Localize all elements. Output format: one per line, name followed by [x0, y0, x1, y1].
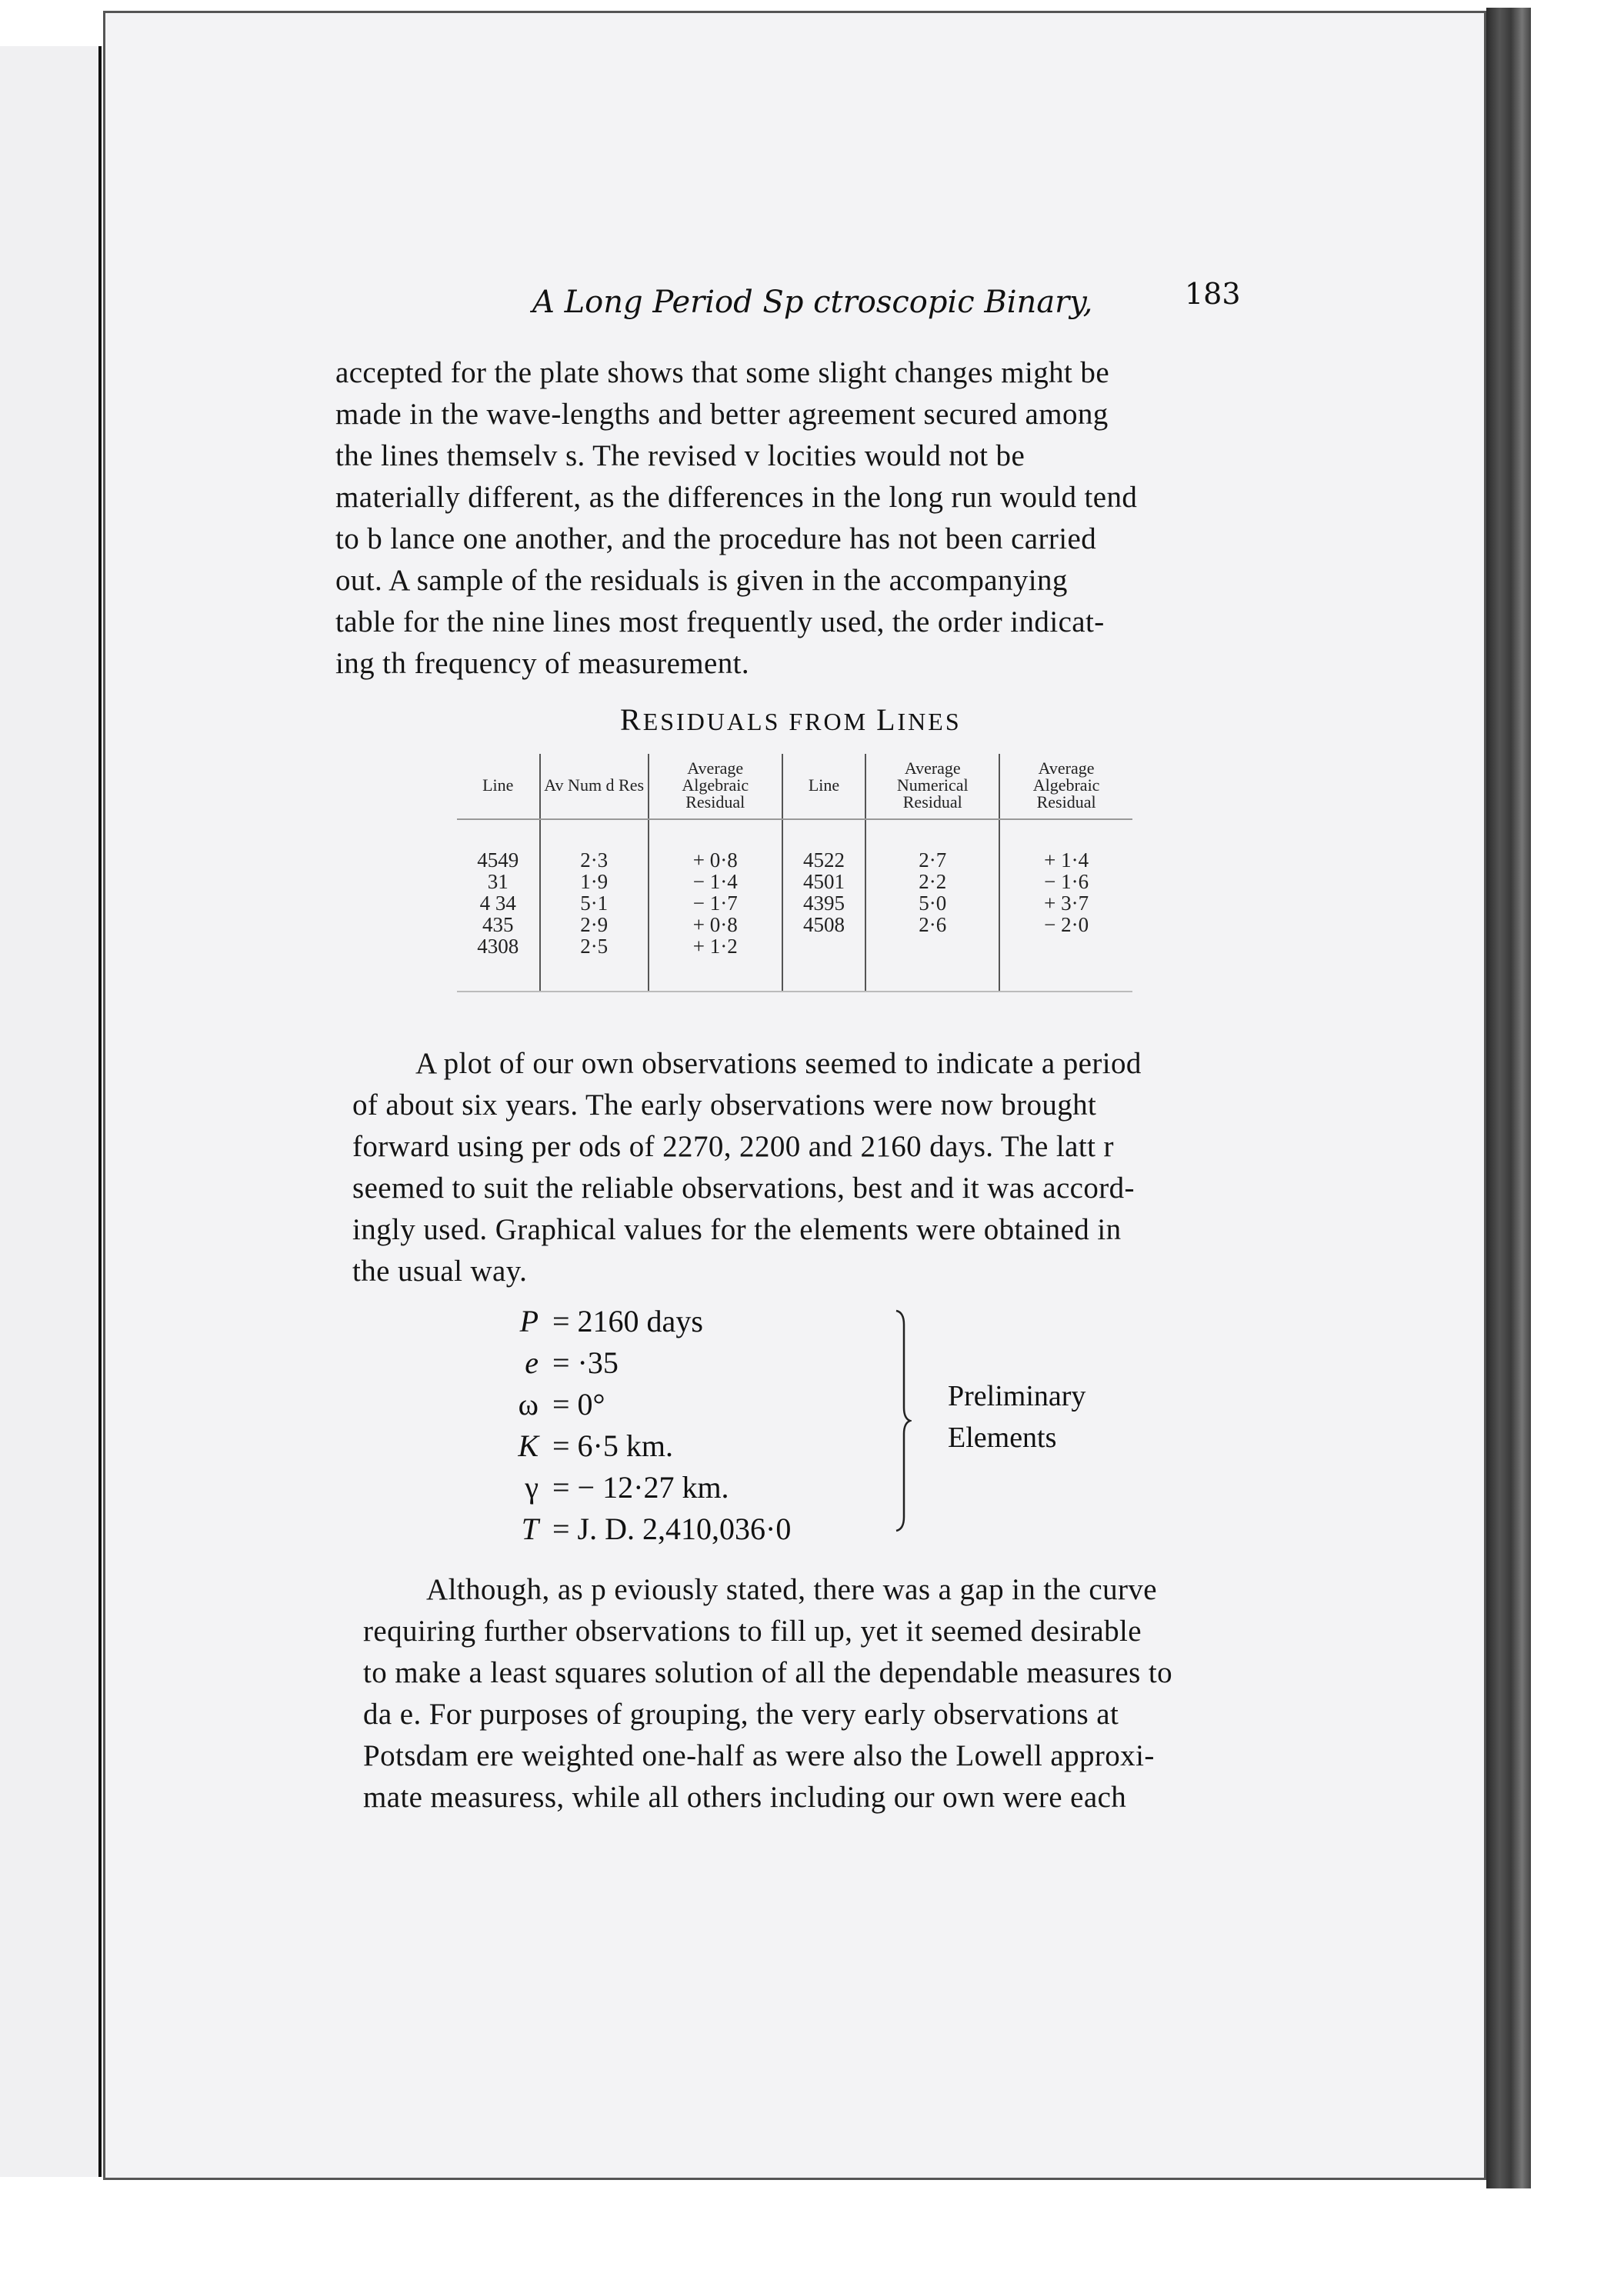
- element-value: = J. D. 2,410,036·0: [552, 1512, 792, 1546]
- table-cell: 435: [482, 913, 514, 936]
- table-cell: 5·1: [540, 892, 649, 914]
- table-header-row: [457, 754, 1132, 819]
- element-value: = 2160 days: [552, 1304, 703, 1338]
- page-number: 183: [1185, 277, 1241, 311]
- table-cell: [782, 935, 866, 957]
- table-row: [457, 849, 1132, 871]
- page-stack-edge: [1486, 8, 1531, 2188]
- table-cell: 4549: [477, 848, 519, 872]
- table-cell: [865, 935, 999, 957]
- table-cell: 31: [487, 870, 509, 893]
- text-line: da e. For purposes of grouping, the very early observations at: [363, 1698, 1119, 1731]
- text-line: materially different, as the differences in the long run would tend: [335, 481, 1138, 514]
- element-value: = ·35: [552, 1345, 619, 1380]
- text-line: seemed to suit the reliable observations, best and it was accord-: [352, 1172, 1135, 1205]
- element-symbol: K: [518, 1428, 539, 1463]
- table-cell: + 3·7: [999, 892, 1132, 914]
- text-line: the usual way.: [352, 1255, 528, 1288]
- table-cell: + 0·8: [649, 849, 782, 871]
- table-cell: 2·9: [540, 914, 649, 935]
- table-cell: 4508: [782, 914, 866, 935]
- table-cell: + 0·8: [649, 914, 782, 935]
- running-title: A Long Period Sp ctroscopic Binary,: [532, 285, 1093, 320]
- residuals-table: [457, 754, 1132, 992]
- table-cell: [999, 935, 1132, 957]
- table-cell: + 1·2: [649, 935, 782, 957]
- column-header: Av Num d Res: [540, 754, 649, 819]
- table-row: [457, 914, 1132, 935]
- table-cell: 2·6: [865, 914, 999, 935]
- text-line: forward using per ods of 2270, 2200 and 2160 days. The latt r: [352, 1130, 1114, 1163]
- element-symbol: e: [525, 1345, 539, 1380]
- elements-label: Preliminary: [948, 1380, 1086, 1412]
- table-cell: 2·2: [865, 871, 999, 892]
- element-value: = 6·5 km.: [552, 1428, 673, 1463]
- text-line: the lines themselv s. The revised v locities would not be: [335, 439, 1025, 472]
- element-symbol: T: [521, 1512, 539, 1546]
- column-header: Average Numerical Residual: [865, 754, 999, 819]
- facing-page-edge: [0, 46, 102, 2177]
- element-value: = 0°: [552, 1387, 605, 1422]
- table-cell: 2·5: [540, 935, 649, 957]
- table-cell: 4 34: [479, 892, 516, 915]
- text-line: to make a least squares solution of all the dependable measures to: [363, 1656, 1172, 1689]
- element-symbol: γ: [525, 1470, 539, 1505]
- text-line: A plot of our own observations seemed to indicate a period: [415, 1047, 1142, 1080]
- elements-label: Elements: [948, 1422, 1057, 1454]
- text-line: made in the wave-lengths and better agreement secured among: [335, 398, 1109, 431]
- table-cell: − 1·7: [649, 892, 782, 914]
- column-header: Average Algebraic Residual: [999, 754, 1132, 819]
- table-cell: − 2·0: [999, 914, 1132, 935]
- table-cell: − 1·6: [999, 871, 1132, 892]
- text-line: out. A sample of the residuals is given in the accompanying: [335, 564, 1068, 597]
- text-line: Although, as p eviously stated, there was a gap in the curve: [426, 1573, 1158, 1606]
- table-row: [457, 892, 1132, 914]
- text-line: mate measuress, while all others including our own were each: [363, 1781, 1127, 1814]
- table-cell: 4501: [782, 871, 866, 892]
- table-cell: 2·3: [540, 849, 649, 871]
- text-line: ing th frequency of measurement.: [335, 647, 750, 680]
- table-cell: + 1·4: [999, 849, 1132, 871]
- text-line: of about six years. The early observations were now brought: [352, 1088, 1097, 1122]
- right-brace-icon: [895, 1309, 912, 1532]
- table-cell: 2·7: [865, 849, 999, 871]
- column-header: Line: [457, 754, 540, 819]
- table-cell: 4522: [782, 849, 866, 871]
- table-cell: 4395: [782, 892, 866, 914]
- text-line: requiring further observations to fill up, yet it seemed desirable: [363, 1615, 1142, 1648]
- text-line: accepted for the plate shows that some slight changes might be: [335, 356, 1110, 389]
- table-row: [457, 935, 1132, 957]
- element-value: = − 12·27 km.: [552, 1470, 729, 1505]
- table-row: [457, 871, 1132, 892]
- element-symbol: ω: [518, 1387, 539, 1422]
- text-line: to b lance one another, and the procedure has not been carried: [335, 522, 1097, 555]
- table-cell: 1·9: [540, 871, 649, 892]
- text-line: table for the nine lines most frequently used, the order indicat-: [335, 605, 1105, 638]
- table-caption: RESIDUALS FROM LINES: [620, 702, 962, 737]
- table-cell: 5·0: [865, 892, 999, 914]
- column-header: Line: [782, 754, 866, 819]
- column-header: Average Algebraic Residual: [649, 754, 782, 819]
- text-line: ingly used. Graphical values for the elements were obtained in: [352, 1213, 1122, 1246]
- table-cell: 4308: [477, 935, 519, 958]
- table-cell: − 1·4: [649, 871, 782, 892]
- text-line: Potsdam ere weighted one-half as were also the Lowell approxi-: [363, 1739, 1155, 1772]
- element-symbol: P: [519, 1304, 539, 1338]
